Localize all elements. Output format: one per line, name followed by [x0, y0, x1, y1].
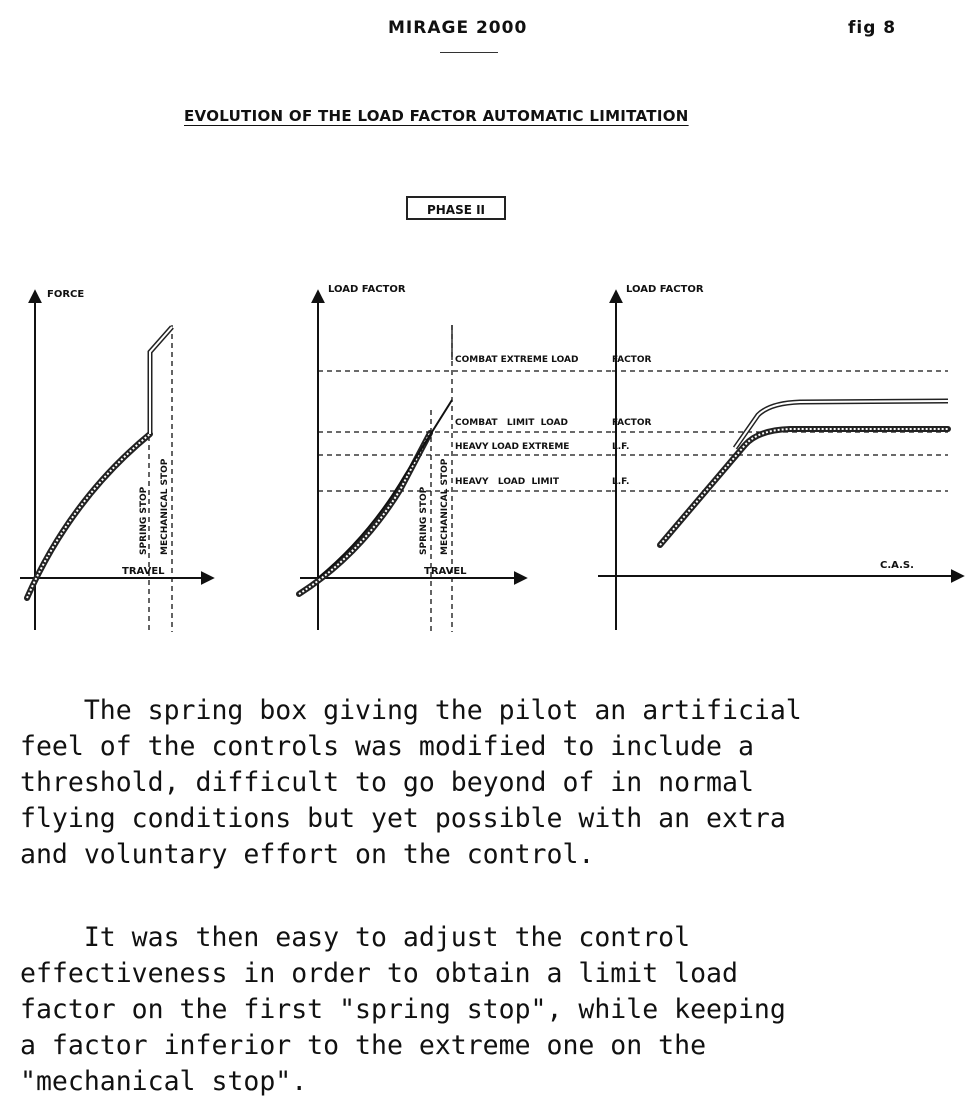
- load-travel-x-label: TRAVEL: [424, 566, 467, 577]
- level-unit-heavy-limit: L.F.: [612, 477, 630, 487]
- force-spring-stop-label: SPRING STOP: [139, 486, 149, 555]
- force-x-label: TRAVEL: [122, 566, 165, 577]
- level-label-heavy-extreme: HEAVY LOAD EXTREME: [455, 442, 570, 452]
- load-cas-x-label: C.A.S.: [880, 560, 914, 571]
- force-travel-panel: [20, 289, 212, 632]
- load-travel-curve-thin: [318, 400, 452, 578]
- level-label-combat-limit: COMBAT LIMIT LOAD: [455, 418, 568, 428]
- paragraph-1: The spring box giving the pilot an artificial feel of the controls was modified to include a threshold, difficult to go beyond of in normal flying conditions but yet possible with an extra and voluntary effort on the control.: [20, 695, 802, 870]
- force-threshold-step: [150, 327, 172, 434]
- figure-diagrams: [0, 270, 975, 640]
- force-y-label: FORCE: [47, 289, 85, 300]
- level-unit-combat-extreme: FACTOR: [612, 355, 652, 365]
- load-mechanical-stop-label: MECHANICAL STOP: [440, 458, 450, 555]
- load-travel-panel: [299, 284, 651, 632]
- load-spring-stop-label: SPRING STOP: [419, 486, 429, 555]
- level-unit-heavy-extreme: L.F.: [612, 442, 630, 452]
- load-cas-panel: [598, 284, 962, 630]
- title-underline: [440, 52, 498, 53]
- force-mechanical-stop-label: MECHANICAL STOP: [160, 458, 170, 555]
- level-label-heavy-limit: HEAVY LOAD LIMIT: [455, 477, 559, 487]
- level-unit-combat-limit: FACTOR: [612, 418, 652, 428]
- phase-box: PHASE II: [406, 196, 506, 220]
- load-cas-y-label: LOAD FACTOR: [626, 284, 704, 295]
- level-label-combat-extreme: COMBAT EXTREME LOAD: [455, 355, 579, 365]
- paragraph-2: It was then easy to adjust the control effectiveness in order to obtain a limit load factor on the first "spring stop", while keeping a factor inferior to the extreme one on the "mechanical stop".: [20, 922, 786, 1097]
- load-travel-y-label: LOAD FACTOR: [328, 284, 406, 295]
- cas-lower-curve: [660, 429, 948, 545]
- document-title: MIRAGE 2000: [388, 18, 528, 38]
- figure-subtitle: EVOLUTION OF THE LOAD FACTOR AUTOMATIC LIMITATION: [184, 107, 689, 125]
- figure-number: fig 8: [848, 18, 897, 38]
